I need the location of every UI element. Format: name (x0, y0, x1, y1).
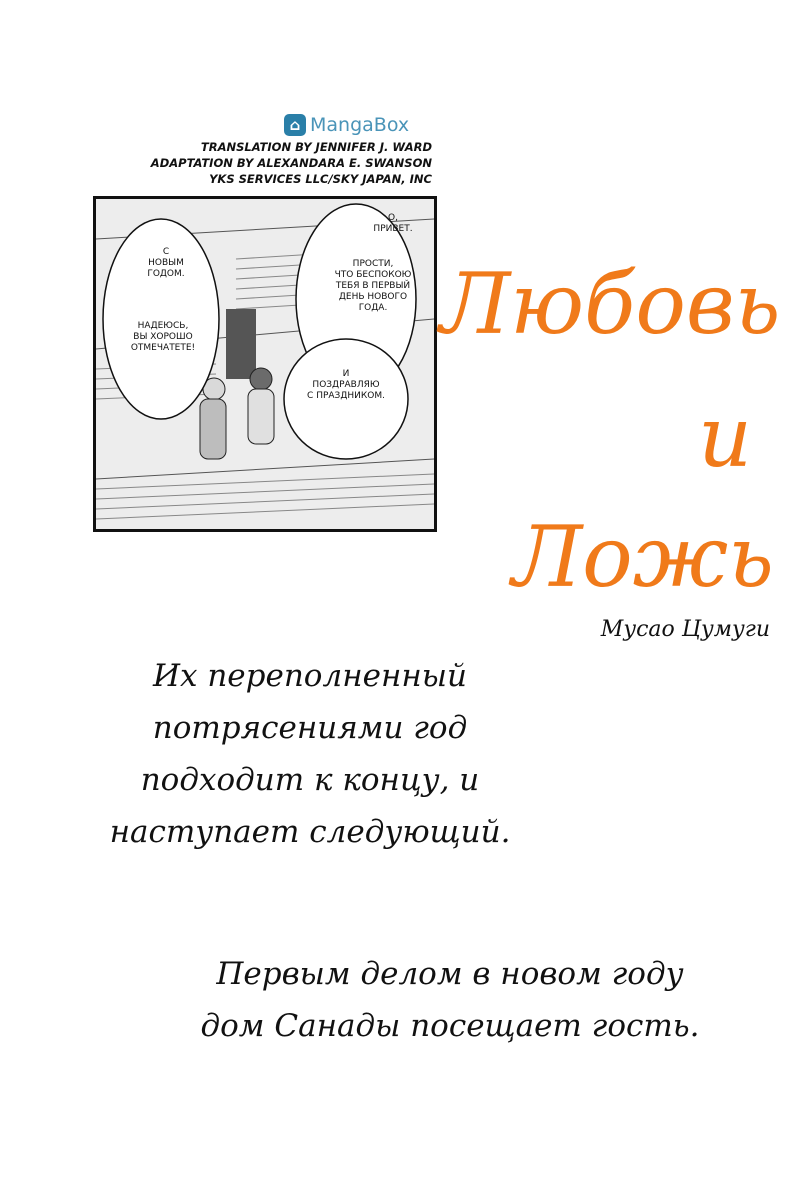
bubble-sorry: ПРОСТИ, ЧТО БЕСПОКОЮ ТЕБЯ В ПЕРВЫЙ ДЕНЬ НОВОГО ГОДА. (334, 259, 412, 313)
synopsis-paragraph-2 (140, 948, 760, 1052)
title-line-3: Ложь (512, 508, 774, 606)
mangabox-icon: ⌂ (284, 114, 306, 136)
synopsis-line: Первым делом в новом году (216, 956, 684, 992)
title-line-2: и (698, 388, 753, 486)
synopsis-line: подходит к концу, и (140, 762, 480, 798)
bubble-hope: НАДЕЮСЬ, ВЫ ХОРОШО ОТМЕЧАТЕТЕ! (130, 321, 196, 353)
credit-translation: TRANSLATION BY JENNIFER J. WARD (200, 140, 432, 154)
bubble-congrats: И ПОЗДРАВЛЯЮ С ПРАЗДНИКОМ. (307, 369, 385, 401)
synopsis-line: потрясениями год (152, 710, 468, 746)
synopsis-line: Их переполненный (152, 658, 468, 694)
bubble-new-year: С НОВЫМ ГОДОМ. (147, 247, 185, 279)
author-name: Мусао Цумуги (600, 617, 770, 642)
mangabox-logo (284, 111, 430, 139)
credit-publisher: YKS SERVICES LLC/SKY JAPAN, INC (209, 172, 432, 186)
bubble-hello: О, ПРИВЕТ. (373, 213, 413, 234)
brand-name: MangaBox (310, 114, 410, 136)
title-line-1: Любовь (440, 255, 781, 353)
synopsis-paragraph-1 (60, 650, 560, 858)
synopsis-line: дом Санады посещает гость. (200, 1008, 700, 1044)
credit-adaptation: ADAPTATION BY ALEXANDARA E. SWANSON (150, 156, 432, 170)
manga-panel (93, 196, 437, 532)
synopsis-line: наступает следующий. (109, 814, 511, 850)
credits (120, 139, 432, 187)
